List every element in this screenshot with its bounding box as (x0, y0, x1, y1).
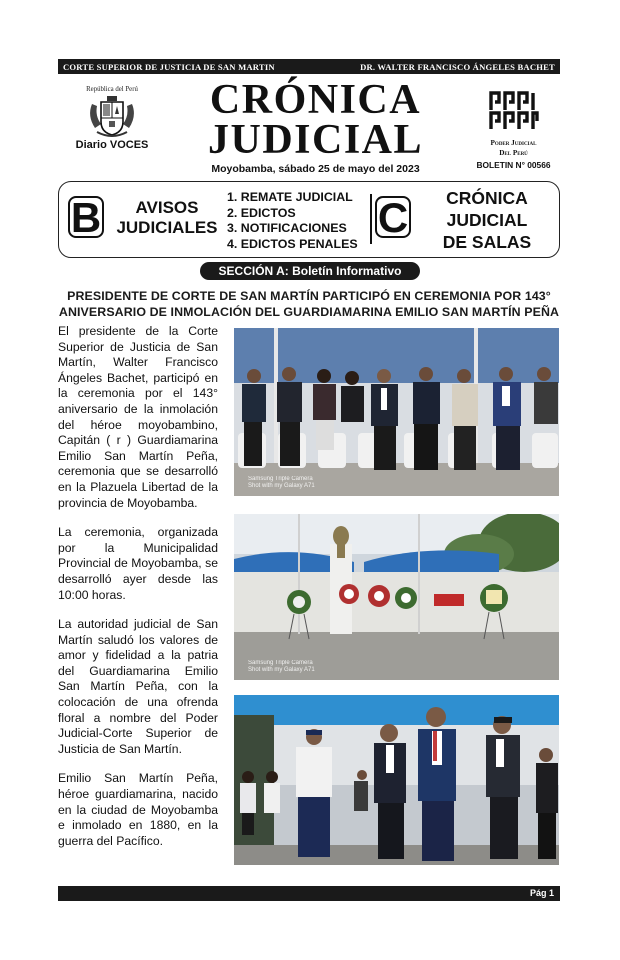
newspaper-title (203, 77, 428, 175)
top-banner (58, 59, 560, 74)
list-item: 1. REMATE JUDICIAL (227, 190, 353, 204)
court-name: CORTE SUPERIOR DE JUSTICIA DE SAN MARTIN (63, 61, 275, 72)
camera-watermark: Samsung Triple Camera Shot with my Galaxy A71 (248, 660, 315, 673)
photo-monument-wreaths (234, 514, 559, 680)
coat-caption: República del Perú (86, 86, 138, 93)
section-c-letter: C (375, 196, 411, 238)
list-item: 2. EDICTOS (227, 205, 296, 220)
avisos-judiciales-title (107, 198, 227, 238)
cronica-line-2: JUDICIAL (446, 210, 528, 230)
article-body (58, 324, 218, 863)
pj-line-1: Poder Judicial (490, 139, 537, 147)
article-headline (58, 288, 560, 320)
poder-judicial-logo-icon (488, 90, 540, 132)
list-item: 4. EDICTOS PENALES (227, 236, 358, 251)
cronica-line-3: DE SALAS (442, 232, 532, 252)
president-name: DR. WALTER FRANCISCO ÁNGELES BACHET (360, 61, 555, 72)
boletin-number: BOLETIN N° 00566 (476, 160, 551, 170)
cronica-line-1: CRÓNICA (446, 188, 528, 208)
section-divider (370, 194, 372, 244)
headline-line-1: PRESIDENTE DE CORTE DE SAN MARTÍN PARTICIPÓ EN CEREMONIA POR 143° (67, 289, 551, 303)
article-paragraph: Emilio San Martín Peña, héroe guardiamarina, nacido en la ciudad de Moyobamba e inmolado en 1880, en la guerra del Pacífico. (58, 771, 218, 848)
dateline: Moyobamba, sábado 25 de mayo del 2023 (211, 163, 420, 175)
list-item: 3. NOTIFICACIONES (227, 221, 347, 235)
cronica-salas-title (417, 187, 557, 253)
poder-judicial-block (471, 90, 556, 170)
pj-line-2: Del Perú (499, 149, 528, 157)
page-number: Pág 1 (529, 888, 554, 898)
photo-seated-officials (234, 328, 559, 496)
article-paragraph: La autoridad judicial de San Martín saludó los valores de amor y fidelidad a la patria del Guardiamarina Emilio San Martín Peña, con la colocación de una ofrenda floral a nombre del Poder Judicial-Corte Superior de Justicia de San Martín. (58, 617, 218, 756)
camera-watermark: Samsung Triple Camera Shot with my Galaxy A71 (248, 476, 315, 489)
title-line-1: CRÓNICA (209, 77, 422, 123)
article-paragraph: La ceremonia, organizada por la Municipalidad Provincial de Moyobamba, se desarrolló ayer desde las 10:00 horas. (58, 525, 218, 602)
article-paragraph: El presidente de la Corte Superior de Justicia de San Martín, Walter Francisco Ángeles Bachet, participó en la ceremonia por el 143° aniversario de la inmolación del héroe moyobambino, Capitán ( r ) Guardiamarina Emilio San Martín Peña, ceremonia que se desarrolló en la Plazuela Libertad de la provincia de Moyobamba. (58, 324, 218, 510)
footer-bar (58, 886, 560, 901)
avisos-line-2: JUDICIALES (116, 218, 218, 237)
coat-of-arms-icon (87, 94, 137, 138)
diario-voces: Diario VOCES (75, 139, 149, 151)
photo-officials-walking (234, 695, 559, 865)
section-b-letter: B (68, 196, 104, 238)
headline-line-2: ANIVERSARIO DE INMOLACIÓN DEL GUARDIAMARINA EMILIO SAN MARTÍN PEÑA (58, 305, 560, 319)
title-line-2: JUDICIAL (207, 117, 424, 163)
coat-of-arms-block (66, 86, 158, 151)
section-a-label: SECCIÓN A: Boletín Informativo (200, 262, 420, 280)
avisos-line-1: AVISOS (135, 198, 199, 217)
sections-index-box (58, 181, 560, 258)
avisos-list (227, 190, 358, 252)
masthead (58, 77, 560, 180)
